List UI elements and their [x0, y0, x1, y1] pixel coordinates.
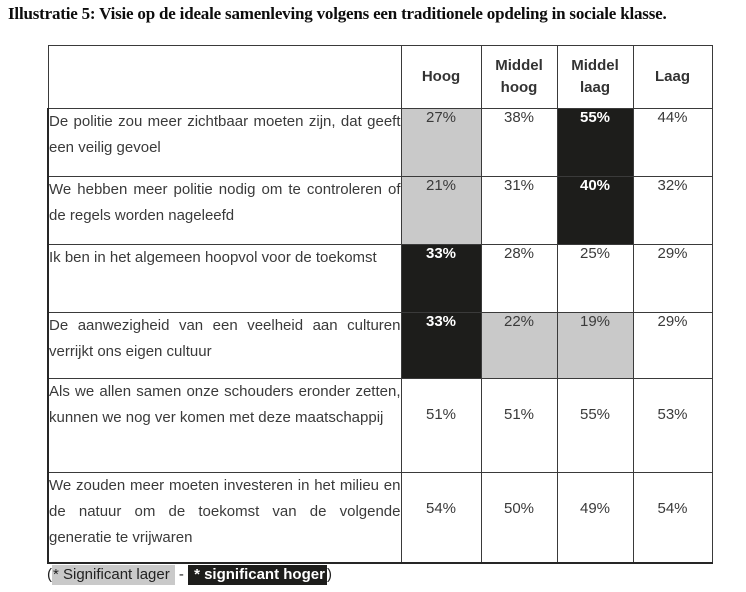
legend-significant-higher: * significant hoger: [188, 565, 327, 585]
value-cell: 19%: [557, 313, 633, 379]
value-cell: 33%: [401, 313, 481, 379]
value-cell: 22%: [481, 313, 557, 379]
row-label: Ik ben in het algemeen hoopvol voor de toekomst: [48, 245, 401, 313]
value-cell: 55%: [557, 109, 633, 177]
column-header-middel-laag: Middel laag: [557, 46, 633, 109]
value-cell: 51%: [481, 379, 557, 473]
value-cell: 28%: [481, 245, 557, 313]
table-header-row: [48, 46, 712, 109]
value-cell: 25%: [557, 245, 633, 313]
row-label: We zouden meer moeten investeren in het milieu en de natuur om de toekomst van de volgende generatie te vrijwaren: [48, 473, 401, 563]
value-cell: 38%: [481, 109, 557, 177]
value-cell: 51%: [401, 379, 481, 473]
row-label: De aanwezigheid van een veelheid aan culturen verrijkt ons eigen cultuur: [48, 313, 401, 379]
data-table: [47, 45, 713, 564]
legend-close-paren: ): [326, 566, 332, 583]
column-header-laag: Laag: [633, 46, 712, 109]
row-label: De politie zou meer zichtbaar moeten zijn, dat geeft een veilig gevoel: [48, 109, 401, 177]
value-cell: 29%: [633, 245, 712, 313]
value-cell: 44%: [633, 109, 712, 177]
value-cell: 33%: [401, 245, 481, 313]
value-cell: 21%: [401, 177, 481, 245]
value-cell: 31%: [481, 177, 557, 245]
value-cell: 29%: [633, 313, 712, 379]
legend-open-paren: (: [47, 566, 52, 583]
table-row: [48, 313, 712, 379]
value-cell: 40%: [557, 177, 633, 245]
column-header-middel-hoog: Middel hoog: [481, 46, 557, 109]
column-header-hoog: Hoog: [401, 46, 481, 109]
table-row: [48, 245, 712, 313]
value-cell: 32%: [633, 177, 712, 245]
value-cell: 54%: [401, 473, 481, 563]
table-row: [48, 177, 712, 245]
page-title: Illustratie 5: Visie op de ideale samenleving volgens een traditionele opdeling in sociale klasse.: [8, 4, 667, 23]
table-row: [48, 379, 712, 473]
table-row: [48, 109, 712, 177]
value-cell: 49%: [557, 473, 633, 563]
value-cell: 53%: [633, 379, 712, 473]
value-cell: 55%: [557, 379, 633, 473]
legend-significant-lower: * Significant lager: [52, 565, 175, 585]
value-cell: 54%: [633, 473, 712, 563]
legend-separator: -: [174, 566, 189, 583]
row-label: We hebben meer politie nodig om te controleren of de regels worden nageleefd: [48, 177, 401, 245]
legend: [47, 564, 332, 585]
row-label: Als we allen samen onze schouders eronder zetten, kunnen we nog ver komen met deze maatschappij: [48, 379, 401, 473]
value-cell: 27%: [401, 109, 481, 177]
table-corner-spacer: [48, 46, 401, 109]
table-row: [48, 473, 712, 563]
value-cell: 50%: [481, 473, 557, 563]
